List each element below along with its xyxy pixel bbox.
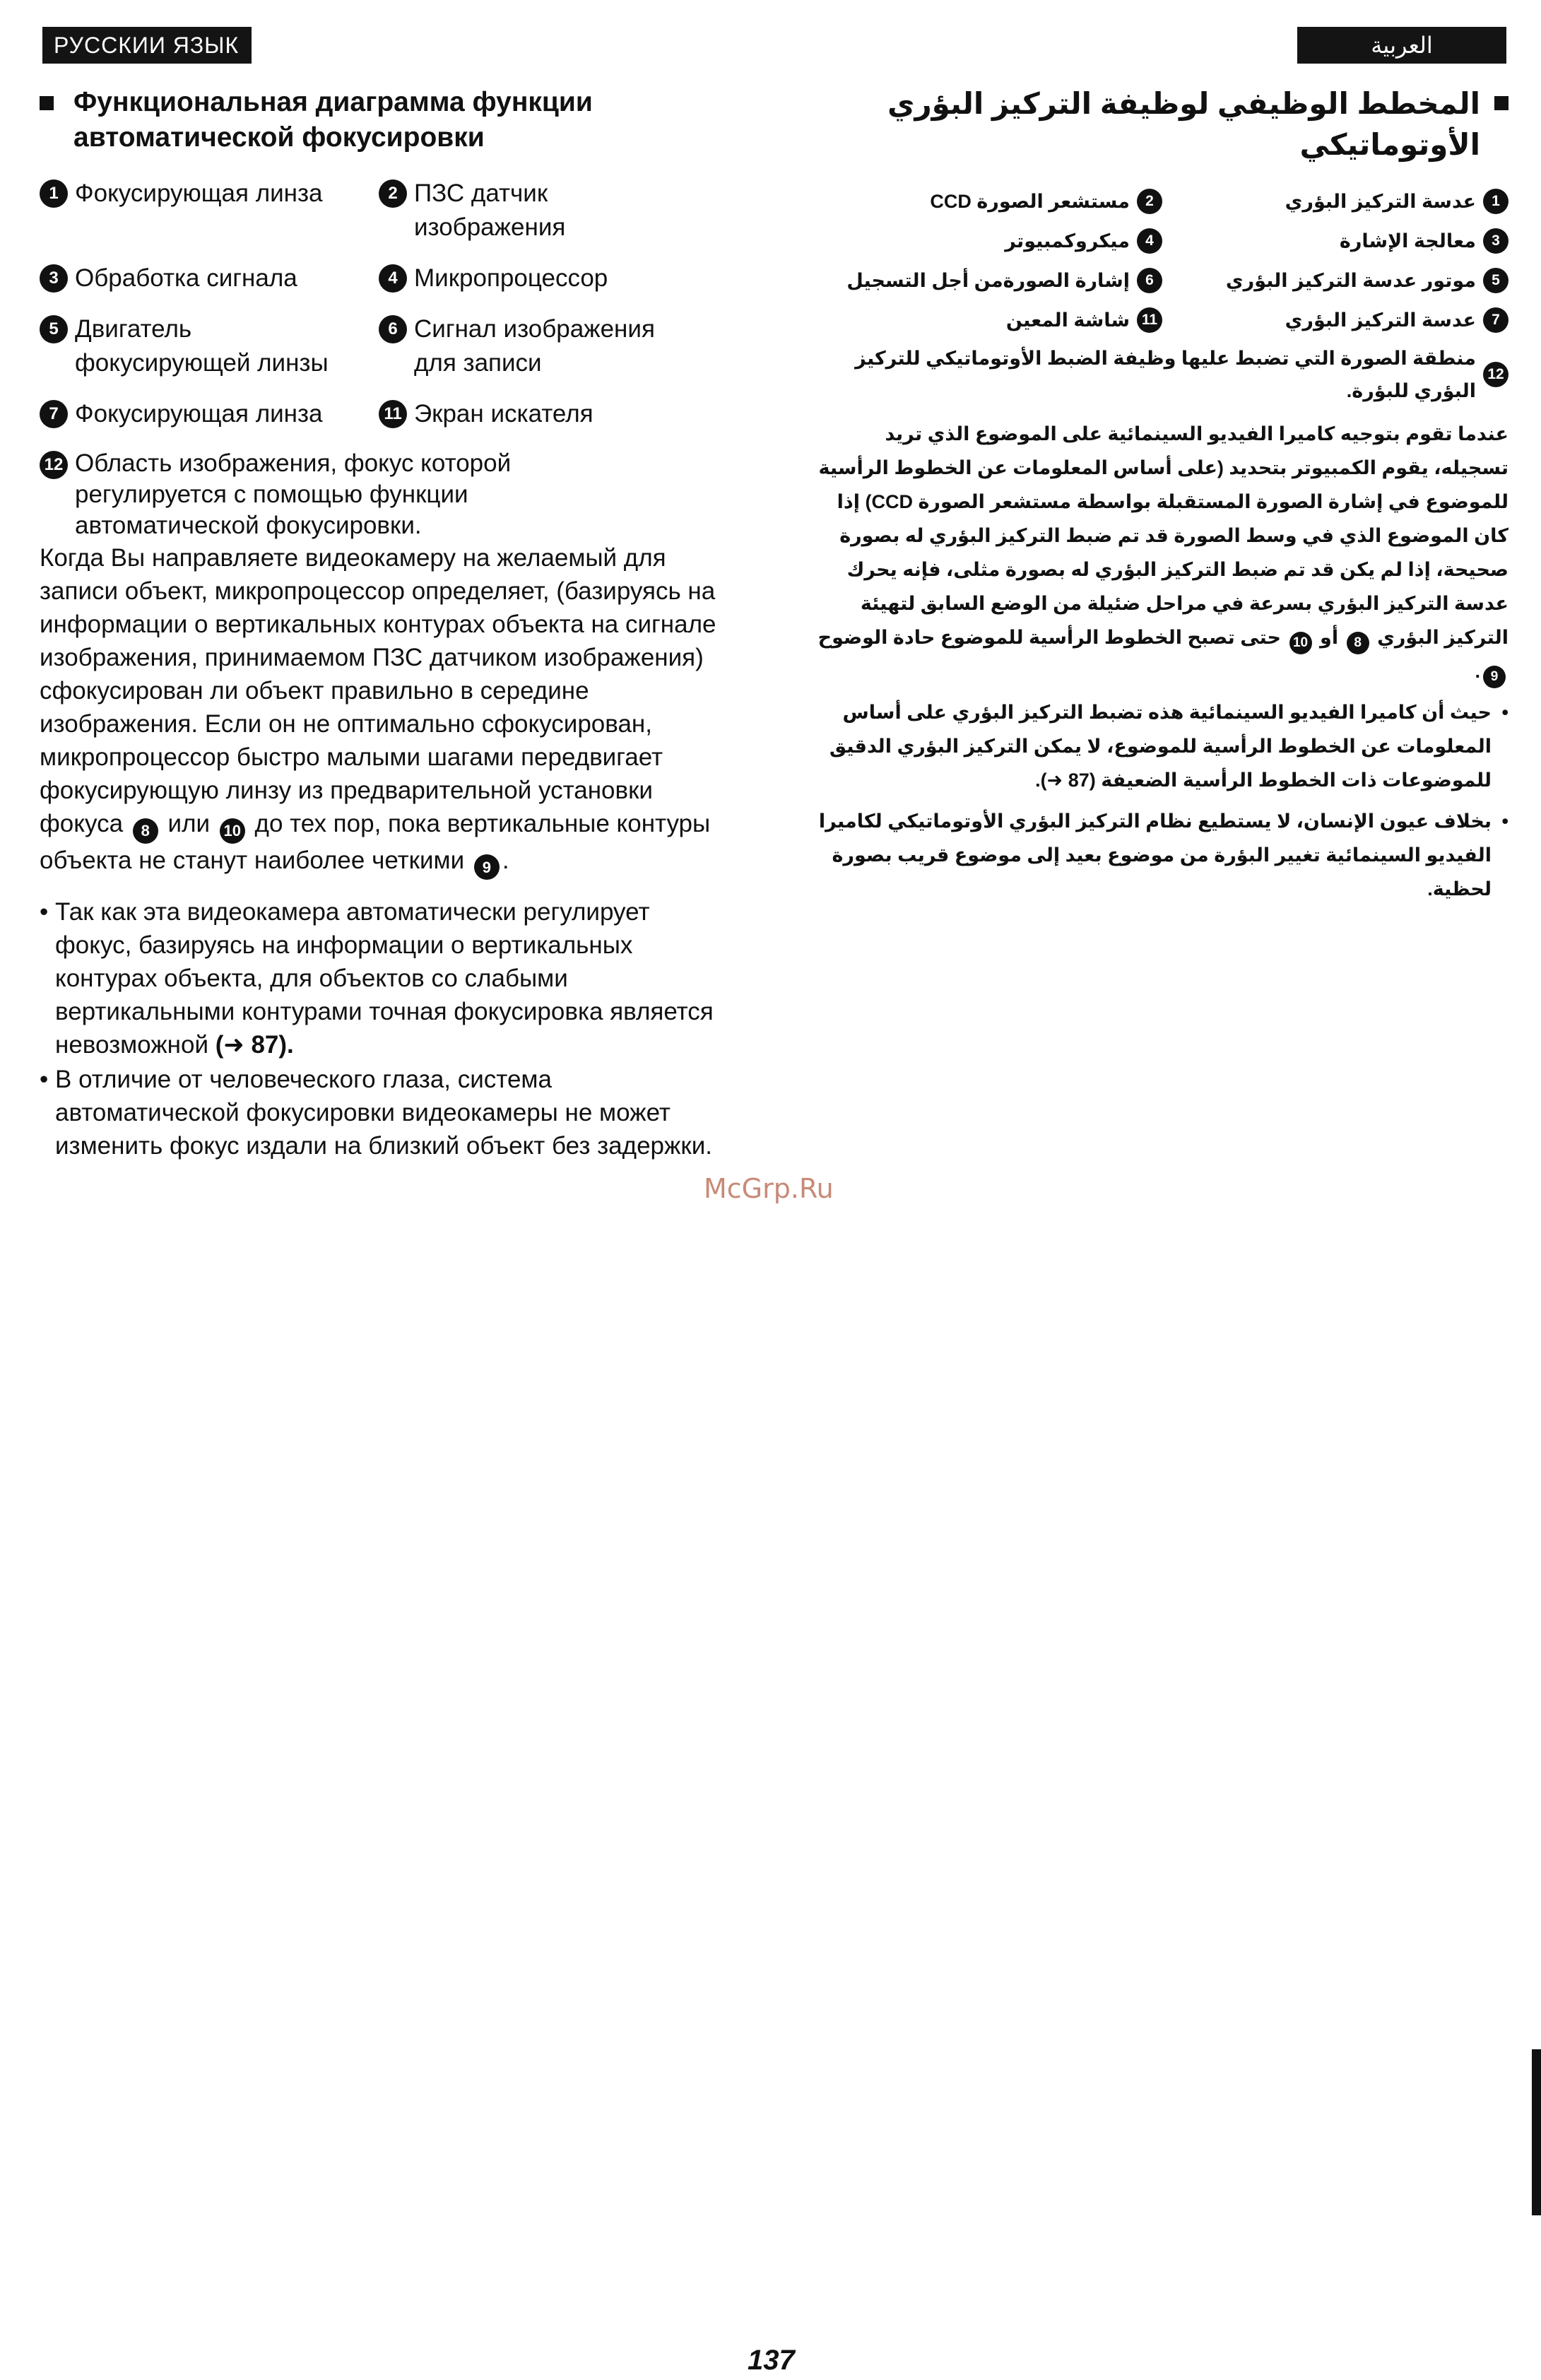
- legend-item-wide: [813, 342, 1508, 407]
- legend-label: منطقة الصورة التي تضبط عليها وظيفة الضبط الأوتوماتيكي للتركيز البؤري للبؤرة.: [855, 348, 1476, 401]
- legend-label: معالجة الإشارة: [1339, 230, 1476, 252]
- legend-item: [1162, 304, 1508, 336]
- legend-item: [1162, 225, 1508, 257]
- section-title-text: Функциональная диаграмма функции автоматической фокусировки: [73, 87, 593, 153]
- number-badge-icon: 6: [379, 315, 407, 343]
- legend-label: Двигатель фокусирующей линзы: [75, 315, 329, 377]
- russian-column: [40, 85, 718, 1162]
- legend-label: عدسة التركيز البؤري: [1285, 310, 1476, 331]
- page-number: 137: [748, 2345, 795, 2376]
- page-reference: (87 ➜).: [1035, 770, 1096, 791]
- paragraph-text: до тех пор, пока вертикальные контуры объекта не станут наиболее четкими: [40, 810, 711, 874]
- legend-label: Фокусирующая линза: [75, 400, 323, 428]
- square-bullet-icon: [1494, 96, 1508, 110]
- number-badge-icon: 10: [1289, 632, 1312, 654]
- number-badge-icon: 10: [220, 818, 245, 844]
- body-paragraph: [813, 417, 1508, 688]
- legend-item: [379, 397, 718, 431]
- number-badge-icon: 7: [1483, 307, 1508, 333]
- legend-label: Фокусирующая линза: [75, 179, 323, 207]
- paragraph-text: .: [502, 846, 509, 874]
- watermark: McGrp.Ru: [704, 1173, 834, 1204]
- legend-item-wide: [40, 448, 718, 541]
- legend-label: شاشة المعين: [1005, 310, 1130, 331]
- number-badge-icon: 7: [40, 400, 68, 428]
- number-badge-icon: 9: [474, 854, 500, 880]
- number-badge-icon: 12: [1483, 362, 1508, 387]
- legend-item: [379, 177, 718, 245]
- legend-item: [816, 185, 1162, 218]
- legend-label: Экран искателя: [414, 400, 594, 428]
- legend-label: Микропроцессор: [414, 264, 608, 292]
- paragraph-text: أو: [1320, 627, 1339, 648]
- bullet-text: حيث أن كاميرا الفيديو السينمائية هذه تضبط التركيز البؤري على أساس المعلومات عن الخطوط الرأسية للموضوع، لا يمكن التركيز البؤري الدقيق للموضوعات ذات الخطوط الرأسية الضعيفة: [829, 702, 1492, 791]
- arabic-column: [813, 83, 1508, 906]
- body-paragraph: [40, 541, 718, 880]
- language-tab-russian: РУССКИИ ЯЗЫК: [42, 27, 252, 64]
- legend-label: Область изображения, фокус которой регулируется с помощью функции автоматической фокусировки.: [75, 449, 512, 539]
- legend-label: ПЗС датчик изображения: [414, 179, 566, 241]
- section-title: [813, 83, 1508, 165]
- number-badge-icon: 8: [133, 818, 158, 844]
- legend-list: [813, 185, 1508, 336]
- legend-item: [816, 304, 1162, 336]
- number-badge-icon: 3: [40, 264, 68, 293]
- number-badge-icon: 9: [1483, 666, 1506, 688]
- legend-label: Сигнал изображения для записи: [414, 315, 655, 377]
- paragraph-text: .: [1475, 661, 1480, 682]
- legend-label: Обработка сигнала: [75, 264, 297, 292]
- number-badge-icon: 11: [1137, 307, 1162, 333]
- legend-item: [1162, 264, 1508, 297]
- bullet-note: [40, 895, 718, 1061]
- page-reference: (➜ 87).: [215, 1031, 294, 1059]
- number-badge-icon: 5: [1483, 268, 1508, 293]
- number-badge-icon: 1: [1483, 189, 1508, 214]
- legend-item: [40, 397, 379, 431]
- number-badge-icon: 11: [379, 400, 407, 428]
- number-badge-icon: 8: [1347, 632, 1369, 654]
- bullet-text: Так как эта видеокамера автоматически регулирует фокус, базируясь на информации о вертикальных контурах объекта, для объектов со слабыми вертикальными контурами точная фокусировка является невозможной: [55, 898, 714, 1059]
- legend-label: مستشعر الصورة CCD: [930, 191, 1130, 212]
- legend-item: [40, 177, 379, 245]
- bullet-text: بخلاف عيون الإنسان، لا يستطيع نظام التركيز البؤري الأوتوماتيكي لكاميرا الفيديو السينمائية تغيير البؤرة من موضوع بعيد إلى موضوع قريب بصورة لحظية.: [818, 811, 1492, 900]
- paragraph-text: حتى تصبح الخطوط الرأسية للموضوع حادة الوضوح: [817, 627, 1282, 648]
- legend-list: [40, 177, 718, 431]
- legend-item: [1162, 185, 1508, 218]
- bullet-note: [813, 804, 1508, 906]
- number-badge-icon: 2: [379, 179, 407, 208]
- paragraph-text: или: [167, 810, 211, 837]
- number-badge-icon: 1: [40, 179, 68, 208]
- number-badge-icon: 5: [40, 315, 68, 343]
- legend-item: [816, 225, 1162, 257]
- paragraph-text: عندما تقوم بتوجيه كاميرا الفيديو السينمائية على الموضوع الذي تريد تسجيله، يقوم الكمبيوتر بتحديد (على أساس المعلومات عن الخطوط الرأسية للموضوع في إشارة الصورة المستقبلة بواسطة مستشعر الصورة CCD) إذا كان الموضوع الذي في وسط الصورة قد تم ضبط التركيز البؤري له بصورة صحيحة، إذا لم يكن قد تم ضبط التركيز البؤري له بصورة مثلى، فإنه يحرك عدسة التركيز البؤري بسرعة في مراحل ضئيلة من الوضع السابق لتهيئة التركيز البؤري: [818, 423, 1508, 648]
- number-badge-icon: 4: [1137, 228, 1162, 254]
- legend-item: [379, 312, 718, 380]
- paragraph-text: Когда Вы направляете видеокамеру на желаемый для записи объект, микропроцессор определяет, (базируясь на информации о вертикальных контурах объекта на сигнале изображения, принимаемом ПЗС датчиком изображения) сфокусирован ли объект правильно в середине изображения. Если он не оптимально сфокусирован, микропроцессор быстро малыми шагами передвигает фокусирующую линзу из предварительной установки фокуса: [40, 544, 716, 837]
- number-badge-icon: 2: [1137, 189, 1162, 214]
- legend-item: [40, 312, 379, 380]
- number-badge-icon: 12: [40, 451, 68, 479]
- legend-item: [816, 264, 1162, 297]
- bullet-note: [813, 695, 1508, 797]
- bullet-note: [40, 1063, 718, 1162]
- legend-label: ميكروكمبيوتر: [1005, 230, 1130, 252]
- legend-item: [40, 261, 379, 295]
- number-badge-icon: 3: [1483, 228, 1508, 254]
- bullet-text: В отличие от человеческого глаза, система автоматической фокусировки видеокамеры не может изменить фокус издали на близкий объект без задержки.: [55, 1066, 712, 1160]
- section-title: [40, 85, 718, 155]
- legend-label: عدسة التركيز البؤري: [1285, 191, 1476, 212]
- section-title-text: المخطط الوظيفي لوظيفة التركيز البؤري الأوتوماتيكي: [887, 87, 1480, 161]
- number-badge-icon: 6: [1137, 268, 1162, 293]
- legend-label: موتور عدسة التركيز البؤري: [1225, 270, 1476, 291]
- square-bullet-icon: [40, 96, 54, 110]
- page-edge-marker: [1532, 2049, 1541, 2215]
- language-tab-arabic: العربية: [1297, 27, 1506, 64]
- legend-label: إشارة الصورةمن أجل التسجيل: [846, 270, 1130, 291]
- number-badge-icon: 4: [379, 264, 407, 293]
- legend-item: [379, 261, 718, 295]
